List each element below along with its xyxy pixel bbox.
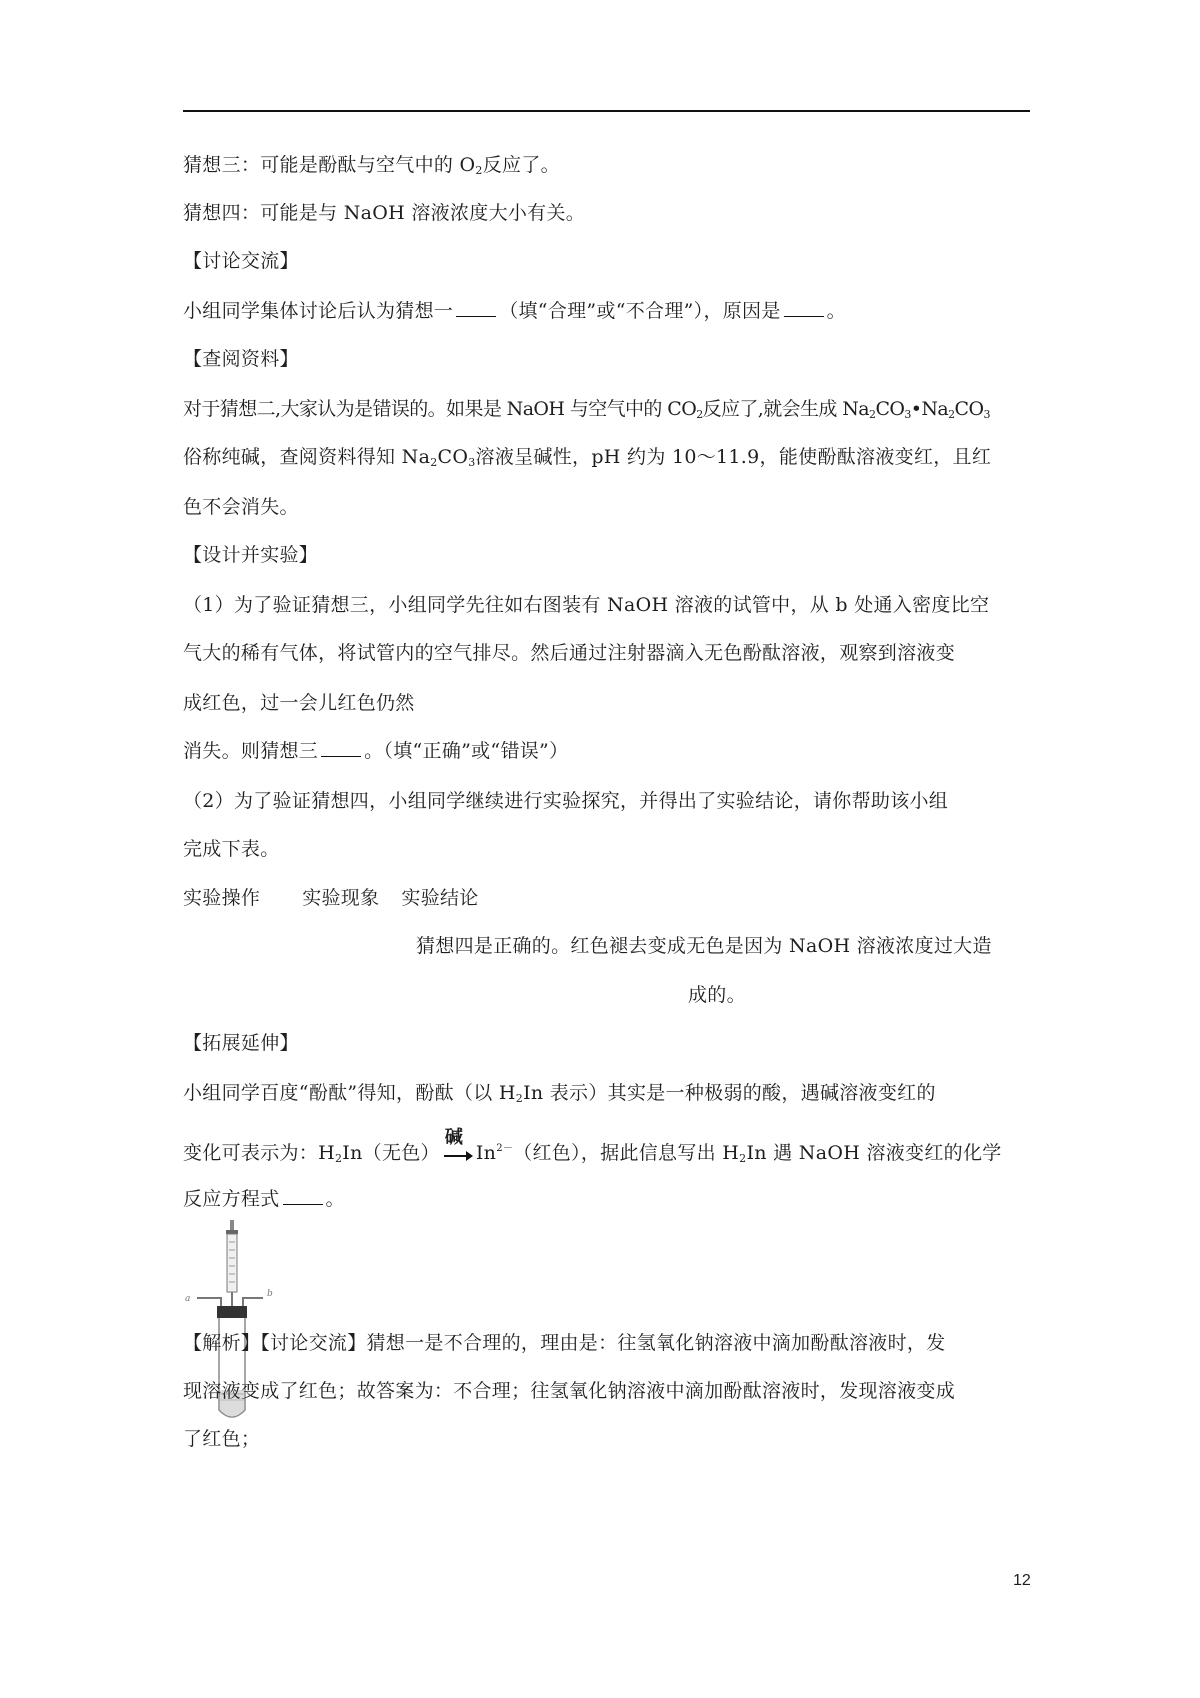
answer-blank [784, 298, 824, 317]
inlet-tube-a [197, 1298, 221, 1306]
conclusion-line-2: 成的。 [688, 984, 746, 1006]
heading-discussion: 【讨论交流】 [183, 250, 299, 272]
extension-line-1: 小组同学百度“酚酞”得知，酚酞（以 $H_2In$ 表示）其实是一种极弱的酸，遇碱溶液变红的 [183, 1082, 936, 1105]
table-header [183, 885, 479, 911]
hypothesis-3: 猜想三：可能是酚酞与空气中的 $O_2$反应了。 [183, 154, 560, 177]
answer-blank [321, 738, 361, 757]
discussion-question: 小组同学集体讨论后认为猜想一 （填“合理”或“不合理”），原因是 。 [183, 300, 846, 322]
heading-reference: 【查阅资料】 [183, 348, 299, 370]
analysis-line-3: 了红色； [183, 1428, 261, 1450]
label-b: b [267, 1289, 273, 1299]
reference-text-line-2: 俗称纯碱，查阅资料得知 $Na_2CO_3$溶液呈碱性，pH 约为 10～11.9，能使酚酞溶液变红，且红 [183, 446, 992, 469]
reaction-arrow: 碱 [444, 1139, 472, 1161]
hypothesis-4: 猜想四：可能是与 NaOH 溶液浓度大小有关。 [183, 202, 586, 224]
reference-text-line-1: 对于猜想二,大家认为是错误的。如果是 NaOH 与空气中的 $CO_2$反应了,就会生成 $Na_2CO_3•Na_2CO_3$ [183, 398, 990, 421]
col-conclusion: 实验结论 [401, 887, 479, 909]
analysis-line-2: 现溶液变成了红色；故答案为：不合理；往氢氧化钠溶液中滴加酚酞溶液时，发现溶液变成 [183, 1380, 956, 1402]
col-phenomenon: 实验现象 [302, 887, 380, 909]
experiment-2-line-2: 完成下表。 [183, 838, 280, 860]
extension-line-2: 变化可表示为：$H_2In$（无色） 碱 $In^{2-}$（红色），据此信息写出 $H_2In$ 遇 NaOH 溶液变红的化学 [183, 1127, 1002, 1165]
experiment-1-line-1: （1）为了验证猜想三，小组同学先往如右图装有 NaOH 溶液的试管中，从 b 处通入密度比空 [183, 594, 990, 616]
answer-blank [456, 298, 496, 317]
experiment-1-line-3: 成红色，过一会儿红色仍然 [183, 692, 415, 714]
conclusion-line-1: 猜想四是正确的。红色褪去变成无色是因为 NaOH 溶液浓度过大造 [416, 935, 992, 957]
answer-blank [283, 1186, 323, 1205]
analysis-line-1: 【解析】【讨论交流】猜想一是不合理的，理由是：往氢氧化钠溶液中滴加酚酞溶液时，发 [183, 1332, 946, 1354]
col-operation: 实验操作 [183, 887, 261, 909]
page-number: 12 [1013, 1572, 1031, 1589]
rubber-stopper [217, 1306, 247, 1318]
extension-line-3: 反应方程式 。 [183, 1188, 345, 1210]
experiment-2-line-1: （2）为了验证猜想四，小组同学继续进行实验探究，并得出了实验结论，请你帮助该小组 [183, 790, 949, 812]
header-rule [183, 110, 1030, 112]
reference-text-line-3: 色不会消失。 [183, 496, 299, 518]
syringe-barrel [227, 1234, 237, 1292]
experiment-1-question: 消失。则猜想三 。（填“正确”或“错误”） [183, 740, 569, 762]
experiment-1-line-2: 气大的稀有气体，将试管内的空气排尽。然后通过注射器滴入无色酚酞溶液，观察到溶液变 [183, 642, 956, 664]
inlet-tube-b [243, 1298, 263, 1306]
heading-extension: 【拓展延伸】 [183, 1032, 299, 1054]
heading-design: 【设计并实验】 [183, 544, 319, 566]
label-a: a [185, 1294, 191, 1304]
